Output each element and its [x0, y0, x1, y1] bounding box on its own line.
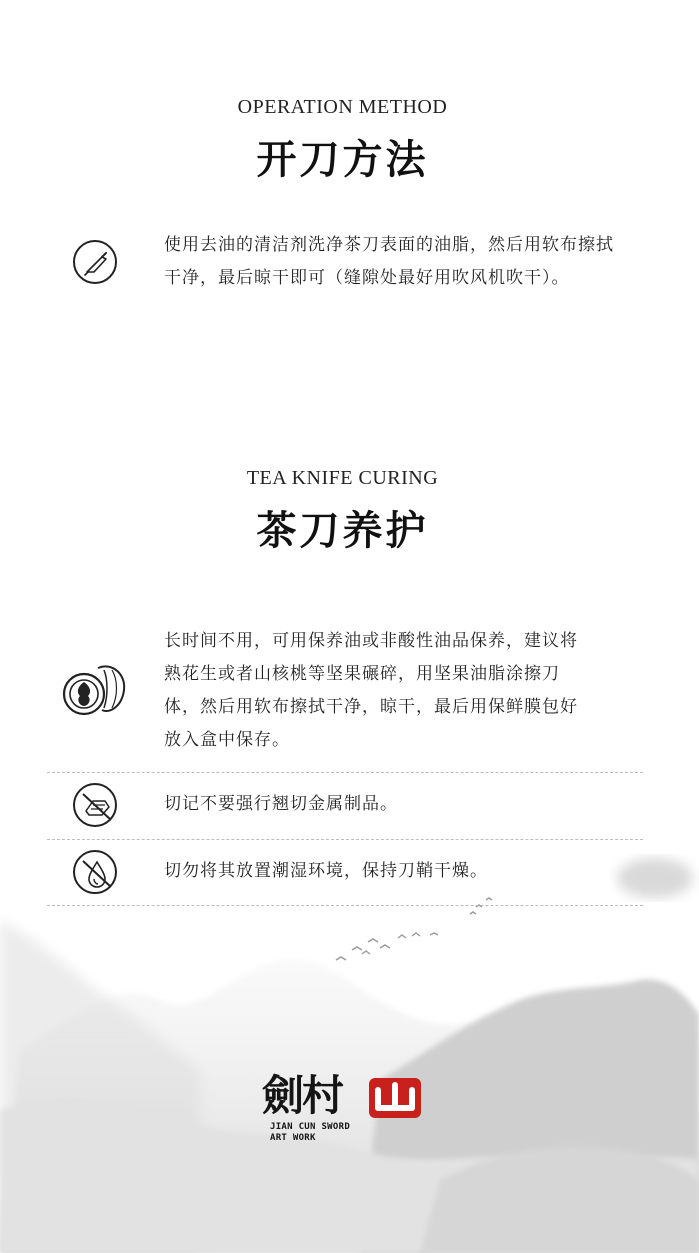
divider	[47, 839, 643, 840]
no-water-icon	[73, 850, 117, 894]
curing-text-line: 长时间不用，可用保养油或非酸性油品保养，建议将	[164, 631, 578, 651]
walnut-icon	[60, 660, 130, 720]
mountain-seal-icon	[369, 1078, 421, 1118]
curing-text-line: 体，然后用软布擦拭干净，晾干，最后用保鲜膜包好	[164, 697, 578, 717]
no-metal-icon	[73, 783, 117, 827]
operation-text	[164, 229, 644, 295]
warning-water-text: 切勿将其放置潮湿环境，保持刀鞘干燥。	[164, 861, 488, 881]
logo-sub-line: JIAN CUN SWORD	[270, 1122, 351, 1132]
curing-title-en: TEA KNIFE CURING	[246, 467, 439, 489]
curing-title-zh: 茶刀养护	[256, 507, 429, 554]
logo-name: 劍村	[262, 1071, 343, 1120]
ink-mountain-background	[0, 850, 699, 1253]
curing-text-line: 放入盒中保存。	[164, 730, 290, 750]
operation-title-zh: 开刀方法	[256, 136, 429, 183]
operation-text-line: 使用去油的清洁剂洗净茶刀表面的油脂，然后用软布擦拭	[164, 235, 614, 255]
divider	[47, 772, 643, 773]
jiancun-logo	[262, 1072, 432, 1152]
operation-text-line: 干净，最后晾干即可（缝隙处最好用吹风机吹干）。	[164, 268, 570, 288]
logo-sub-line: ART WORK	[270, 1133, 316, 1143]
logo-seal	[369, 1078, 421, 1118]
knife-icon	[73, 240, 117, 284]
curing-text-line: 熟花生或者山核桃等坚果碾碎，用坚果油脂涂擦刀	[164, 664, 560, 684]
warning-metal-text: 切记不要强行翘切金属制品。	[164, 794, 398, 814]
divider	[47, 905, 643, 906]
curing-text	[164, 625, 644, 757]
operation-title-en: OPERATION METHOD	[237, 96, 448, 118]
